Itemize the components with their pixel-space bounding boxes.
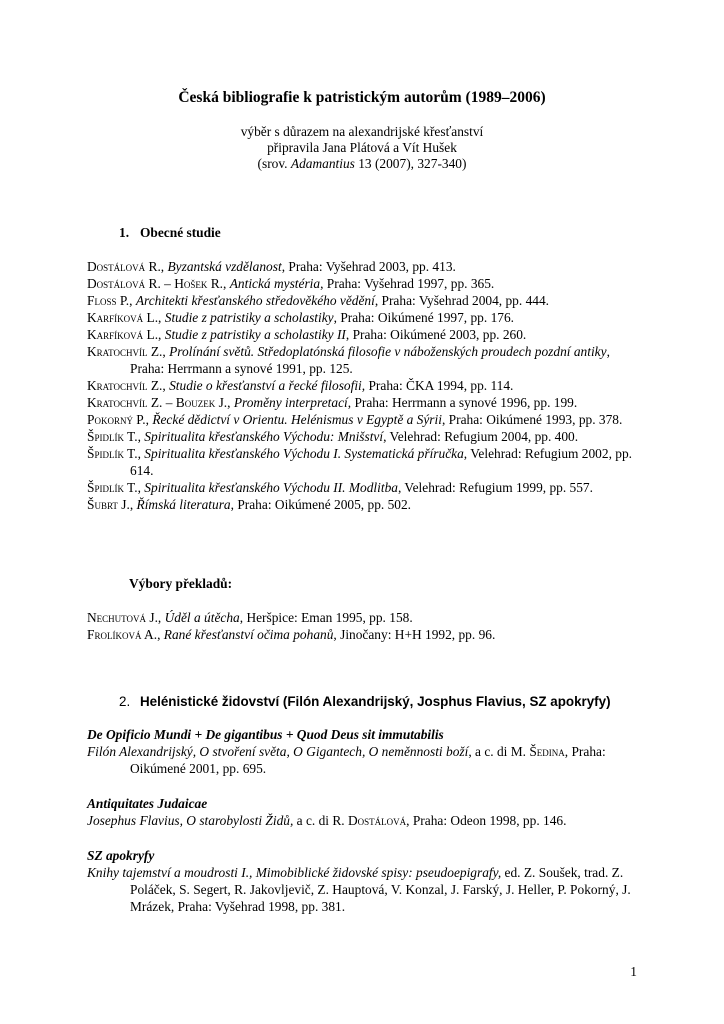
section-number: 2. xyxy=(119,694,131,709)
author-name: Špidlík xyxy=(87,446,124,461)
bib-entry xyxy=(87,309,647,326)
entry-publication: , Praha: Oikúmené 2001, pp. 695. xyxy=(130,744,606,776)
bib-entry xyxy=(87,343,647,377)
entry-publication: , Praha: Oikúmené 2003, pp. 260. xyxy=(345,327,527,342)
document-subtitle xyxy=(0,124,724,172)
author-name: Pokorný xyxy=(87,412,133,427)
author-initial: T., xyxy=(123,480,145,495)
bib-entry xyxy=(87,258,647,275)
entry-publication: , Jinočany: H+H 1992, pp. 96. xyxy=(333,627,496,642)
bib-entry xyxy=(87,479,647,496)
work-title: Římská literatura xyxy=(136,497,231,512)
work-title: Studie z patristiky a scholastiky xyxy=(164,310,334,325)
work-title: Úděl a útěcha xyxy=(164,610,240,625)
bib-entry xyxy=(87,812,647,829)
bib-entry xyxy=(87,377,647,394)
bib-entry xyxy=(87,496,647,513)
bib-entry xyxy=(87,445,647,479)
work-title: Řecké dědictví v Orientu. Helénismus v Egyptě a Sýrii xyxy=(152,412,442,427)
subtitle-line: připravila Jana Plátová a Vít Hušek xyxy=(267,140,457,155)
entry-publication: , Velehrad: Refugium 2002, pp. 614. xyxy=(130,446,633,478)
author-initial: Z. – xyxy=(147,395,176,410)
bib-entry xyxy=(87,743,647,777)
entry-publication: , Praha: Oikúmené 1997, pp. 176. xyxy=(333,310,514,325)
entry-publication: , Praha: Vyšehrad 2004, pp. 444. xyxy=(374,293,550,308)
entry-publication: , Heršpice: Eman 1995, pp. 158. xyxy=(239,610,413,625)
entry-text: a c. di R. xyxy=(293,813,348,828)
document-title: Česká bibliografie k patristickým autorům (1989–2006) xyxy=(178,89,546,106)
work-title: Studie z patristiky a scholastiky II xyxy=(164,327,346,342)
subtitle-line: výběr s důrazem na alexandrijské křesťanství xyxy=(240,124,484,139)
block-heading: De Opificio Mundi + De gigantibus + Quod Deus sit immutabilis xyxy=(87,727,444,742)
block-entry xyxy=(87,743,647,777)
author-name: Kratochvíl xyxy=(87,378,148,393)
section-title: Helénistické židovství (Filón Alexandrijský, Josphus Flavius, SZ apokryfy) xyxy=(140,694,611,709)
editor-name: Šedina xyxy=(529,744,565,759)
translations-entries xyxy=(87,609,647,643)
work-title: Proměny interpretací xyxy=(233,395,348,410)
section-number: 1. xyxy=(119,225,130,240)
bib-entry xyxy=(87,609,647,626)
author-name: Frolíková xyxy=(87,627,142,642)
bib-entry xyxy=(87,411,647,428)
author-initial: J., xyxy=(215,395,234,410)
editor-name: Dostálová xyxy=(347,813,407,828)
work-title: Rané křesťanství očima pohanů xyxy=(163,627,334,642)
subtitle-line xyxy=(0,156,724,172)
work-title: Architekti křesťanského středověkého vědění xyxy=(135,293,375,308)
bib-entry xyxy=(87,864,647,915)
block-heading: Antiquitates Judaicae xyxy=(87,796,208,811)
block-heading: SZ apokryfy xyxy=(87,848,155,863)
bib-entry xyxy=(87,275,647,292)
author-name: Špidlík xyxy=(87,429,124,444)
work-title: Spiritualita křesťanského Východu II. Modlitba xyxy=(144,480,398,495)
entry-text: ed. Z. Soušek, trad. Z. Poláček, S. Segert, R. Jakovljevič, Z. Hauptová, V. Konzal, J. Farský, J. Heller, P. Pokorný, J. Mrázek, Praha: Vyšehrad 1998, pp. 381. xyxy=(130,865,631,914)
author-name: Kratochvíl xyxy=(87,395,148,410)
entry-publication: , Praha: Odeon 1998, pp. 146. xyxy=(406,813,567,828)
bib-entry xyxy=(87,626,647,643)
author-name: Nechutová xyxy=(87,610,147,625)
bib-entry xyxy=(87,428,647,445)
author-name: Dostálová xyxy=(87,276,146,291)
author-initial: J., xyxy=(146,610,165,625)
block-entry xyxy=(87,812,647,829)
author-initial: A., xyxy=(141,627,164,642)
entry-publication: Praha: ČKA 1994, pp. 114. xyxy=(365,378,514,393)
author-name: Bouzek xyxy=(175,395,216,410)
author-initial: P., xyxy=(132,412,153,427)
author-initial: R., xyxy=(207,276,230,291)
entry-publication: , Velehrad: Refugium 1999, pp. 557. xyxy=(397,480,593,495)
section-title: Obecné studie xyxy=(140,225,221,240)
author-name: Hošek xyxy=(174,276,208,291)
entry-publication: , Praha: Oikúmené 1993, pp. 378. xyxy=(441,412,623,427)
author-initial: Z., xyxy=(147,378,170,393)
author-initial: L., xyxy=(143,327,165,342)
work-title: Knihy tajemství a moudrosti I., Mimobiblické židovské spisy: pseudoepigrafy, xyxy=(87,865,502,880)
translations-heading: Výbory překladů: xyxy=(129,576,233,591)
work-title: Studie o křesťanství a řecké filosofii, xyxy=(169,378,366,393)
bib-entry xyxy=(87,394,647,411)
author-initial: R., xyxy=(145,259,168,274)
work-title: Byzantská vzdělanost xyxy=(167,259,282,274)
author-initial: J., xyxy=(117,497,137,512)
work-title: Filón Alexandrijský, O stvoření světa, O Gigantech, O neměnnosti boží xyxy=(87,744,469,759)
work-title: Josephus Flavius, O starobylosti Židů, xyxy=(87,813,294,828)
author-name: Karfíková xyxy=(87,310,144,325)
work-title: Prolínání světů. Středoplatónská filosofie v náboženských proudech pozdní antiky xyxy=(169,344,607,359)
section-1-entries xyxy=(87,258,647,513)
author-name: Šubrt xyxy=(87,497,118,512)
author-name: Karfíková xyxy=(87,327,144,342)
entry-publication: , Velehrad: Refugium 2004, pp. 400. xyxy=(383,429,579,444)
entry-text: , a c. di M. xyxy=(468,744,530,759)
section-1-heading xyxy=(119,224,221,241)
author-name: Dostálová xyxy=(87,259,146,274)
work-title: Spiritualita křesťanského Východu: Mnišství xyxy=(144,429,384,444)
author-initial: P., xyxy=(116,293,136,308)
entry-publication: , Praha: Vyšehrad 2003, pp. 413. xyxy=(281,259,456,274)
author-name: Kratochvíl xyxy=(87,344,148,359)
author-initial: R. – xyxy=(145,276,175,291)
subtitle-text: (srov. xyxy=(257,156,291,171)
entry-publication: , Praha: Vyšehrad 1997, pp. 365. xyxy=(320,276,495,291)
author-initial: L., xyxy=(143,310,165,325)
author-initial: T., xyxy=(123,446,145,461)
entry-publication: , Praha: Oikúmené 2005, pp. 502. xyxy=(230,497,412,512)
author-name: Floss xyxy=(87,293,117,308)
page-number: 1 xyxy=(630,964,637,979)
author-initial: T., xyxy=(123,429,145,444)
entry-publication: , Praha: Herrmann a synové 1991, pp. 125. xyxy=(130,344,610,376)
work-title: Antická mystéria xyxy=(229,276,321,291)
block-entry xyxy=(87,864,647,915)
bib-entry xyxy=(87,326,647,343)
entry-publication: , Praha: Herrmann a synové 1996, pp. 199. xyxy=(347,395,578,410)
section-2-heading xyxy=(119,693,611,710)
bib-entry xyxy=(87,292,647,309)
author-name: Špidlík xyxy=(87,480,124,495)
journal-name: Adamantius xyxy=(290,156,355,171)
subtitle-text: 13 (2007), 327-340) xyxy=(354,156,467,171)
author-initial: Z., xyxy=(147,344,170,359)
work-title: Spiritualita křesťanského Východu I. Systematická příručka xyxy=(144,446,464,461)
